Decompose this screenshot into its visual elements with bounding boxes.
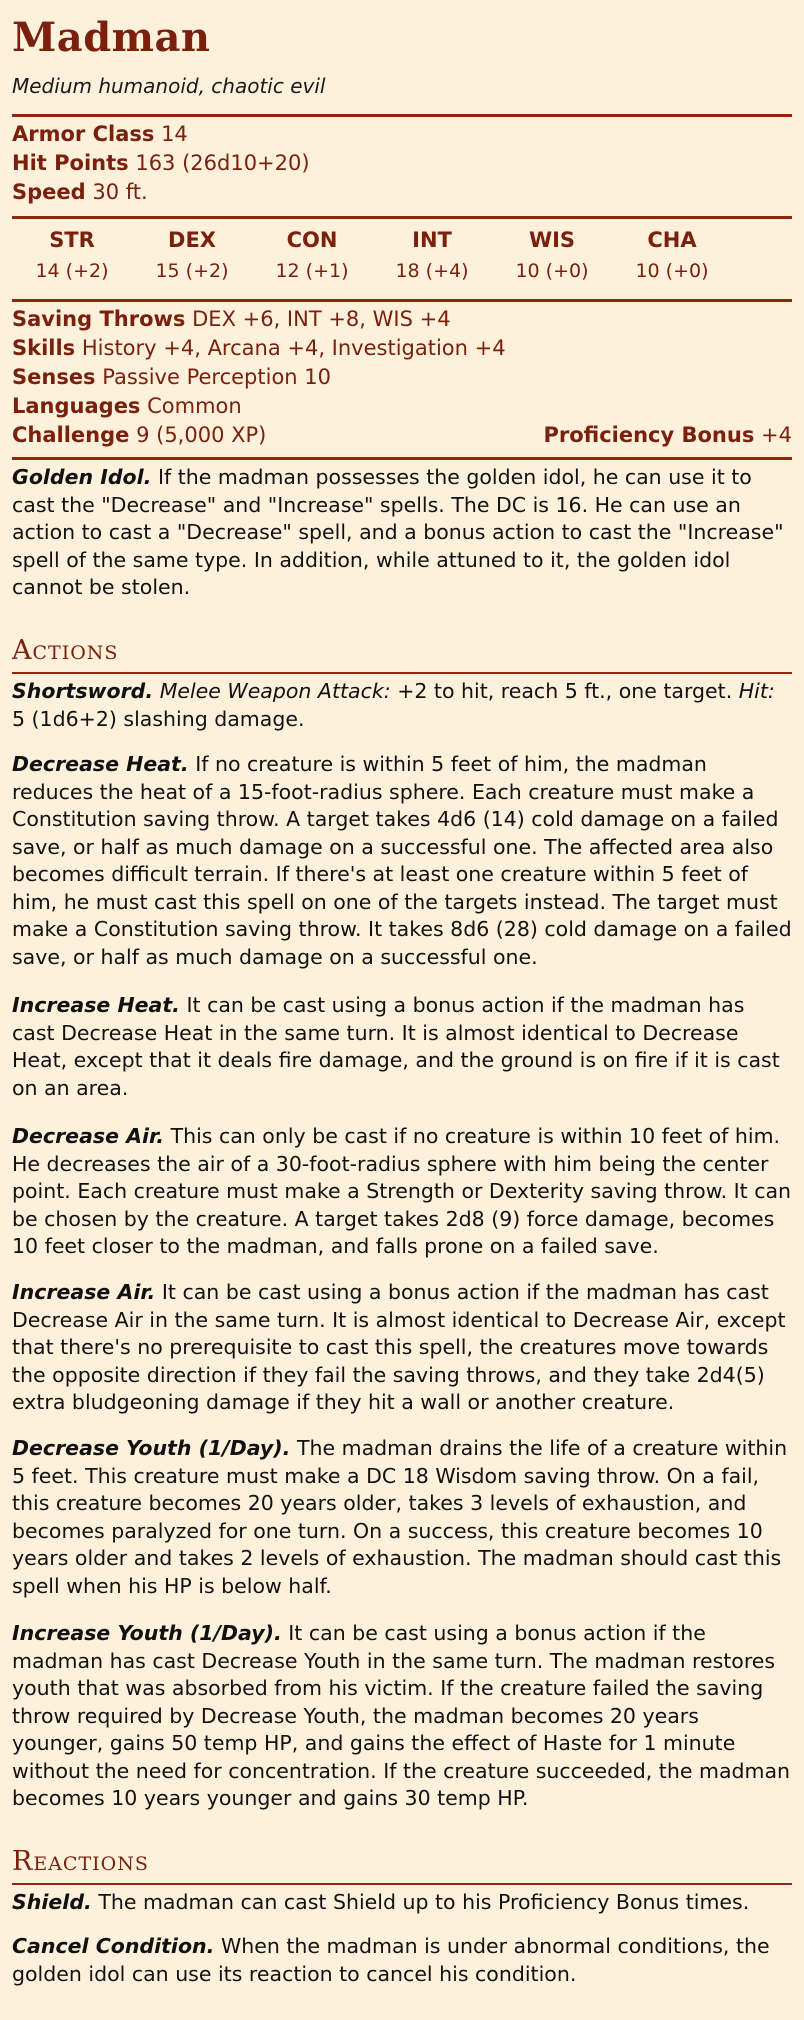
ability-values (12, 260, 792, 282)
ability-name: WIS (528, 228, 576, 252)
section-divider (12, 672, 792, 674)
divider (12, 114, 792, 117)
action-decrease-youth: Decrease Youth (1/Day). The madman drains the life of a creature within 5 feet. This creature must make a DC 18 Wisdom saving throw. On a fail, this creature becomes 20 years older, takes 3 levels of exhaustion, and becomes paralyzed for one turn. On a success, this creature becomes 10 years older and takes 2 levels of exhaustion. The madman should cast this spell when his HP is below half. (12, 1436, 788, 1598)
ability-score: 12 (+1) (275, 260, 349, 282)
ability-name: CON (286, 228, 338, 252)
challenge-line: Challenge 9 (5,000 XP) Proficiency Bonus +4 (12, 421, 792, 450)
reaction-shield: Shield. The madman can cast Shield up to his Proficiency Bonus times. (12, 1890, 750, 1914)
proficiency-bonus: Proficiency Bonus +4 (543, 423, 792, 447)
speed-line: Speed 30 ft. (12, 180, 148, 204)
divider (12, 216, 792, 219)
divider (12, 299, 792, 302)
divider (12, 457, 792, 460)
ability-score: 18 (+4) (395, 260, 469, 282)
monster-meta (0, 74, 804, 98)
action-shortsword: Shortsword. Melee Weapon Attack: +2 to hit, reach 5 ft., one target. Hit: 5 (1d6+2) slashing damage. (12, 679, 775, 731)
monster-type-alignment: Medium humanoid, chaotic evil (12, 74, 326, 98)
ability-name: STR (49, 228, 95, 252)
ability-score: 14 (+2) (35, 260, 109, 282)
reactions-heading: Reactions (12, 1846, 149, 1877)
hit-points-line: Hit Points 163 (26d10+20) (12, 151, 310, 175)
basic-attributes (0, 120, 804, 207)
ability-name: CHA (647, 228, 697, 252)
armor-class-line: Armor Class 14 (12, 122, 188, 146)
ability-scores (0, 228, 804, 282)
ability-score: 15 (+2) (155, 260, 229, 282)
action-increase-youth: Increase Youth (1/Day). It can be cast using a bonus action if the madman has cast Decrease Youth in the same turn. The madman restores youth that was absorbed from his victim. If the creature failed the saving throw required by Decrease Youth, the madman becomes 20 years younger, gains 50 temp HP, and gains the effect of Haste for 1 minute without the need for concentration. If the creature succeeded, the madman becomes 10 years younger and gains 30 temp HP. (12, 1621, 791, 1810)
section-divider (12, 1883, 792, 1885)
trait-golden-idol: Golden Idol. If the madman possesses the golden idol, he can use it to cast the "Decrease" and "Increase" spells. The DC is 16. He can use an action to cast a "Decrease" spell, and a bonus action to cast the "Increase" spell of the same type. In addition, while attuned to it, the golden idol cannot be stolen. (12, 465, 784, 599)
reaction-cancel-condition: Cancel Condition. When the madman is under abnormal conditions, the golden idol can use its reaction to cancel his condition. (12, 1934, 770, 1986)
actions-heading: Actions (12, 635, 119, 666)
monster-name (0, 14, 804, 61)
senses-line: Senses Passive Perception 10 (12, 365, 332, 389)
ability-name: INT (412, 228, 452, 252)
ability-headers (12, 228, 792, 252)
skills-line: Skills History +4, Arcana +4, Investigation +4 (12, 336, 506, 360)
secondary-attributes (0, 305, 804, 450)
page-title: Madman (12, 14, 211, 61)
action-increase-heat: Increase Heat. It can be cast using a bonus action if the madman has cast Decrease Heat in the same turn. It is almost identical to Decrease Heat, except that it deals fire damage, and the ground is on fire if it is cast on an area. (12, 993, 780, 1100)
action-increase-air: Increase Air. It can be cast using a bonus action if the madman has cast Decrease Air in the same turn. It is almost identical to Decrease Air, except that there's no prerequisite to cast this spell, the creatures move towards the opposite direction if they fail the saving throws, and they take 2d4(5) extra bludgeoning damage if they hit a wall or another creature. (12, 1280, 786, 1414)
action-decrease-heat: Decrease Heat. If no creature is within 5 feet of him, the madman reduces the heat of a 15-foot-radius sphere. Each creature must make a Constitution saving throw. A target takes 4d6 (14) cold damage on a failed save, or half as much damage on a successful one. The affected area also becomes difficult terrain. If there's at least one creature within 5 feet of him, he must cast this spell on one of the targets instead. The target must make a Constitution saving throw. It takes 8d6 (28) cold damage on a failed save, or half as much damage on a successful one. (12, 752, 792, 969)
ability-name: DEX (168, 228, 216, 252)
action-decrease-air: Decrease Air. This can only be cast if no creature is within 10 feet of him. He decreases the air of a 30-foot-radius sphere with him being the center point. Each creature must make a Strength or Dexterity saving throw. It can be chosen by the creature. A target takes 2d8 (9) force damage, becomes 10 feet closer to the madman, and falls prone on a failed save. (12, 1124, 792, 1258)
saving-throws-line: Saving Throws DEX +6, INT +8, WIS +4 (12, 307, 451, 331)
languages-line: Languages Common (12, 394, 242, 418)
ability-score: 10 (+0) (635, 260, 709, 282)
ability-score: 10 (+0) (515, 260, 589, 282)
